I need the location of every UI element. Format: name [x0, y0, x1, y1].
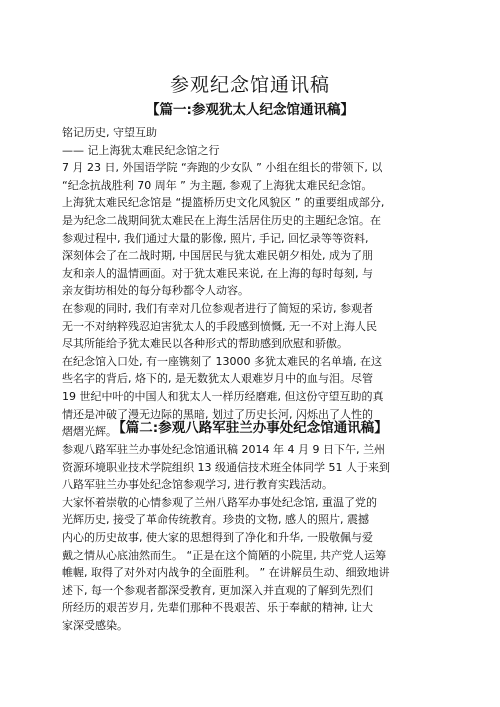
text-line: 铭记历史, 守望互助 — [62, 126, 157, 139]
text-line: 无一不对纳粹残忍迫害犹太人的手段感到愤慨, 无一不对上海人民 — [62, 319, 377, 333]
text-line: 在纪念馆入口处, 有一座镌刻了 13000 多犹太难民的名单墙, 在这 — [62, 354, 382, 368]
text-line: 述下, 每一个参观者都深受教育, 更加深入并直观的了解到先烈们 — [62, 583, 373, 597]
text-line: 亲友街坊相处的每分每秒都令人动容。 — [62, 284, 249, 298]
text-line: 些名字的背后, 烙下的, 是无数犹太人艰难岁月中的血与泪。尽管 — [62, 372, 373, 386]
text-line: 参观八路军驻兰办事处纪念馆通讯稿 2014 年 4 月 9 日下午, 兰州 — [62, 443, 385, 456]
section-heading-1: 【篇一:参观犹太人纪念馆通讯稿】 — [146, 102, 354, 118]
text-line: 家深受感染。 — [62, 618, 128, 632]
text-line: 八路军驻兰办事处纪念馆参观学习, 进行教育实践活动。 — [62, 478, 333, 492]
text-line: 大家怀着崇敬的心情参观了兰州八路军办事处纪念馆, 重温了党的 — [62, 495, 377, 509]
text-line: 情还是冲破了漫无边际的黑暗, 划过了历史长河, 闪烁出了人性的 — [62, 407, 373, 421]
text-line: 戴之情从心底油然而生。 “正是在这个简陋的小院里, 共产党人运筹 — [62, 548, 387, 562]
text-line: 19 世纪中叶的中国人和犹太人一样历经磨难, 但这份守望互助的真 — [62, 389, 384, 403]
text-line: “纪念抗战胜利 70 周年 ” 为主题, 参观了上海犹太难民纪念馆。 — [62, 178, 373, 192]
text-line: 是为纪念二战期间犹太难民在上海生活居住历史的主题纪念馆。在 — [62, 213, 381, 227]
text-line: 尽其所能给予犹太难民以各种形式的帮助感到欣慰和骄傲。 — [62, 337, 348, 351]
text-line: 7 月 23 日, 外国语学院 “奔跑的少女队 ” 小组在组长的带领下, 以 — [62, 161, 383, 175]
document-title: 参观纪念馆通讯稿 — [169, 74, 330, 96]
text-line: 熠熠光辉。 — [62, 425, 117, 439]
section-heading-2: 【篇二:参观八路军驻兰办事处纪念馆通讯稿】 — [112, 420, 388, 436]
text-line: 在参观的同时, 我们有幸对几位参观者进行了简短的采访, 参观者 — [62, 301, 373, 315]
text-line: 资源环境职业技术学院组织 13 级通信技术班全体同学 51 人于来到 — [62, 460, 390, 474]
text-line: 所经历的艰苦岁月, 先辈们那种不畏艰苦、乐于奉献的精神, 让大 — [62, 601, 373, 615]
text-line: 参观过程中, 我们通过大量的影像, 照片, 手记, 回忆录等等资料, — [62, 231, 369, 245]
section-body-1 — [62, 124, 422, 441]
section-body-2 — [62, 441, 422, 635]
text-line: 内心的历史故事, 使大家的思想得到了净化和升华, 一股敬佩与爱 — [62, 530, 373, 544]
text-line: 帷幄, 取得了对外对内战争的全面胜利。 ” 在讲解员生动、细致地讲 — [62, 566, 390, 580]
text-line: 友和亲人的温情画面。对于犹太难民来说, 在上海的每时每刻, 与 — [62, 266, 373, 280]
text-line: 光辉历史, 接受了革命传统教育。珍贵的文物, 感人的照片, 震撼 — [62, 513, 369, 527]
text-line: 上海犹太难民纪念馆是 “提篮桥历史文化风貌区 ” 的重要组成部分, — [62, 196, 385, 210]
text-line: 深刻体会了在二战时期, 中国居民与犹太难民朝夕相处, 成为了朋 — [62, 249, 373, 263]
text-line: —— 记上海犹太难民纪念馆之行 — [62, 143, 220, 157]
